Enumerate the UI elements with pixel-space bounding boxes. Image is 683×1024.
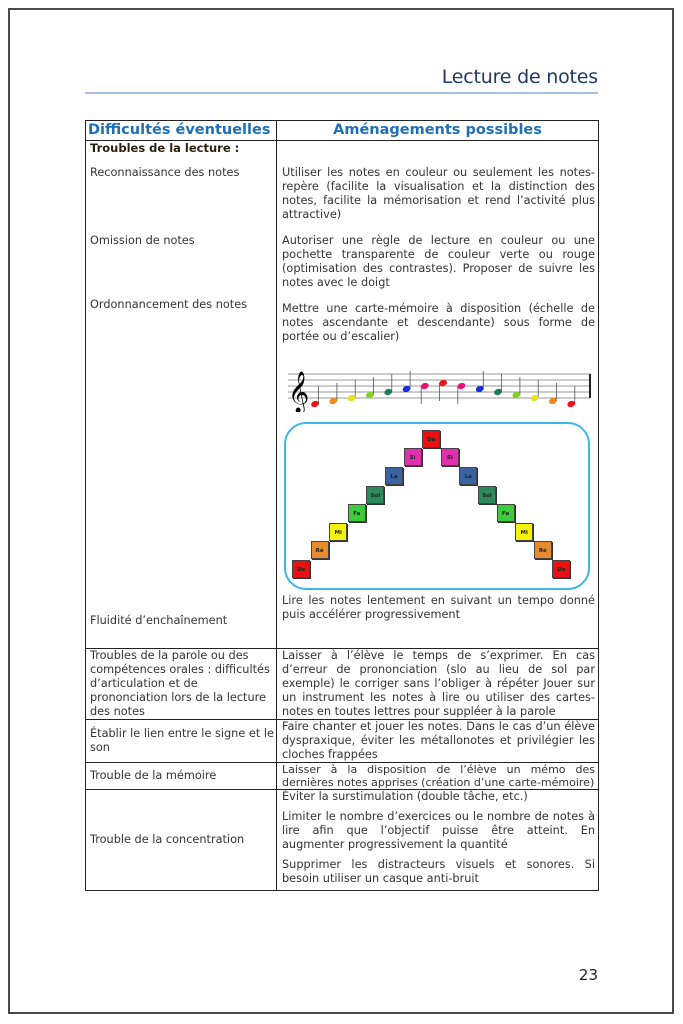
stair-step: Mi	[329, 523, 347, 541]
stair-step: Si	[441, 448, 459, 466]
stair-step: Sol	[478, 486, 496, 504]
stair-step: Ré	[534, 541, 552, 559]
difficulty-label: Fluidité d’enchaînement	[90, 614, 228, 627]
difficulty-cell	[86, 763, 277, 790]
stair-step: Do	[292, 560, 310, 578]
stair-step: Do	[552, 560, 570, 578]
adaptation-text: Supprimer les distracteurs visuels et sonores. Si besoin utiliser un casque anti-bruit	[282, 858, 595, 885]
bar-line	[589, 374, 591, 398]
reading-section-row	[86, 141, 599, 649]
stair-step: Si	[404, 448, 422, 466]
stair-step: Fa	[497, 504, 515, 522]
section-heading: Troubles de la lecture :	[90, 141, 240, 155]
adaptation-cell	[277, 649, 599, 720]
adaptations-table	[85, 120, 599, 891]
adaptation-text: Laisser à la disposition de l’élève un mémo des dernières notes apprises (création d’une carte-mémoire)	[282, 763, 595, 789]
adaptation-text: Laisser à l’élève le temps de s’exprimer. En cas d’erreur de prononciation (slo au lieu de sol par exemple) le corriger sans l’obliger à répéter Jouer sur un instrument les notes à lire ou utiliser des cartes-notes en toutes lettres pour suppléer à la parole	[282, 649, 595, 718]
adaptation-text: Limiter le nombre d’exercices ou le nombre de notes à lire afin que l’objectif puisse être atteint. En augmenter progressivement la quantité	[282, 810, 595, 851]
stair-step: Sol	[366, 486, 384, 504]
adaptation-cell	[277, 790, 599, 891]
adaptation-text: Faire chanter et jouer les notes. Dans le cas d’un élève dyspraxique, éviter les métallonotes et privilégier les cloches frappées	[282, 720, 595, 761]
difficulty-cell	[86, 720, 277, 763]
table-row	[86, 790, 599, 891]
adaptation-text: Éviter la surstimulation (double tâche, etc.)	[282, 790, 528, 803]
difficulty-cell	[86, 790, 277, 891]
stair-step: Do	[422, 430, 440, 448]
table-row	[86, 720, 599, 763]
adaptation-text: Autoriser une règle de lecture en couleur ou une pochette transparente de couleur verte ou rouge (optimisation des contrastes). Proposer de suivre les notes avec le doigt	[282, 234, 595, 289]
header-difficulties: Difficultés éventuelles	[86, 121, 277, 141]
difficulty-label: Troubles de la parole ou des compétences orales : difficultés d’articulation et de prononciation lors de la lecture des notes	[90, 649, 270, 718]
stair-step: Mi	[515, 523, 533, 541]
difficulty-label: Omission de notes	[90, 234, 195, 247]
stair-step: La	[459, 467, 477, 485]
header-adaptations: Aménagements possibles	[277, 121, 599, 141]
table-header-row	[86, 121, 599, 141]
difficulty-label: Trouble de la concentration	[90, 833, 245, 846]
color-notes-staff	[288, 364, 594, 412]
page-number: 23	[578, 966, 598, 984]
stair-step: Ré	[311, 541, 329, 559]
adaptation-cell	[277, 720, 599, 763]
difficulty-label: Trouble de la mémoire	[90, 769, 217, 782]
title-rule	[85, 92, 598, 94]
table-row	[86, 763, 599, 790]
stair-step: Fa	[348, 504, 366, 522]
reading-difficulties-cell	[86, 141, 277, 649]
treble-clef-icon: 𝄞	[288, 372, 310, 412]
adaptation-text: Utiliser les notes en couleur ou seulement les notes-repère (facilite la visualisation et la distinction des notes, facilite la mémorisation et rend l’activité plus attractive)	[282, 166, 595, 221]
difficulty-label: Reconnaissance des notes	[90, 166, 240, 179]
difficulty-cell	[86, 649, 277, 720]
adaptation-text: Mettre une carte-mémoire à disposition (échelle de notes ascendante et descendante) sous forme de portée ou d’escalier)	[282, 302, 595, 343]
adaptation-text: Lire les notes lentement en suivant un tempo donné puis accélérer progressivement	[282, 594, 595, 621]
note-staircase	[284, 422, 590, 590]
difficulty-label: Établir le lien entre le signe et le son	[90, 727, 274, 754]
page-title: Lecture de notes	[441, 66, 598, 88]
adaptation-cell	[277, 763, 599, 790]
stair-step: La	[385, 467, 403, 485]
table-row	[86, 649, 599, 720]
reading-adaptations-cell	[277, 141, 599, 649]
difficulty-label: Ordonnancement des notes	[90, 298, 248, 311]
